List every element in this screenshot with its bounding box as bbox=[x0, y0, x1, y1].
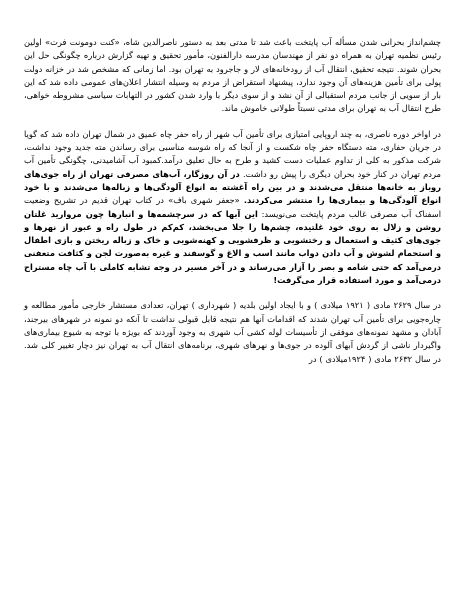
paragraph-1 bbox=[24, 36, 441, 116]
paragraph-2-text-a: در اواخر دوره ناصری، به چند اروپایی امتیازی برای تأمین آب شهر از راه حفر چاه عمیق در شمال تهران داده شد که گویا در جریان حفاری، مته دستگاه حفر چاه شکست و از آنجا که راه شوسه مناسبی برای رساندن مته جدید وجود نداشت، شرکت مذکور به کلی از تداوم عملیات دست کشید و طرح به حال تعلیق درآمد.کمبود آب آشامیدنی، چگونگی تأمین آب مردم تهران در کنار خود بحران دیگری را پیش رو داشت. bbox=[24, 128, 441, 179]
paragraph-1-text: چشم‌انداز بحرانی شدن مسأله آب پایتخت باعث شد تا مدتی بعد به دستور ناصرالدین شاه، «کنت دومونت فرت» اولین رئیس نظمیه تهران به همراه دو نفر از مهندسان مدرسه دارالفنون، مأمور تحقیق و تهیه گزارش درباره چگونگی حل این بحران شوند. نتیجه تحقیق، انتقال آب از رودخانه‌های لار و جاجرود به تهران بود. اما زمانی که مشخص شد در خزانه دولت پولی برای تأمین هزینه‌های آن وجود ندارد، پیشنهاد استقراض از مردم به وسیله انتشار اعلان‌های عمومی داده شد که این بار از سویی از جانب مردم استقبالی از آن نشد و از سوی دیگر با وارد شدن کشور در التهابات سیاسی مشروطه خواهی، طرح انتقال آب به تهران برای مدتی نسبتاً طولانی خاموش ماند. bbox=[24, 37, 441, 114]
paragraph-3 bbox=[24, 299, 441, 365]
paragraph-2-text-b: «جعفر شهری باف» در کتاب تهران قدیم در تشریح وضعیت اسفناک آب مصرفی غالب مردم پایتخت می‌نویسد: bbox=[24, 195, 441, 219]
paragraph-2 bbox=[24, 128, 441, 288]
paragraph-2-bold-quote: این آبها که در سرچشمه‌ها و انبارها چون مروارید غلتان روشن و زلال به روی خود غلتیده، چشم‌ها را جلا می‌بخشد، کم‌کم در طول راه و عبور از نهرها و جوی‌های کثیف و استعمال و رختشویی و ظرفشویی و کهنه‌شویی و خاک و زباله ریختن و بازی اطفال و استحمام لشوش و آب دادن دواب مانند اسب و الاغ و گوسفند و غیره به‌صورت لجن و کثافت متعفنی درمی‌آمد که حتی شامه و بصر را آزار می‌رساند و در آخر مسیر در وجه تشابه کاملی با آب چاه مستراح درمی‌آمد و مورد استفاده قرار می‌گرفت! bbox=[24, 208, 441, 286]
paragraph-2-bold-a: در آن روزگار، آب‌های مصرفی تهران از راه جوی‌های روباز به خانه‌ها منتقل می‌شدند و در بین راه آغشته به انواع آلودگی‌ها و زباله‌ها می‌شدند و با خود انواع آلودگی‌ها و بیماری‌ها را منتشر می‌کردند. bbox=[24, 168, 441, 206]
paragraph-3-text: در سال ۲۶۲۹ مادی ( ۱۹۲۱ میلادی ) و با ایجاد اولین بلدیه ( شهرداری ) تهران، تعدادی مستشار خارجی مأمور مطالعه و چاره‌جویی برای تأمین آب تهران شدند که اقدامات آنها هم نتیجه قابل قبولی نداشت تا آنکه دو نمونه در شهرهای بیرجند، آبادان و مشهد نمونه‌های موفقی از تأسیسات لوله کشی آب شهری به وجود آوردند که بویژه با توجه به شیوع بیماری‌های واگیردار ناشی از گردش آبهای آلوده در جوی‌ها و نهرهای شهری، برنامه‌های انتقال آب به تهران نیز دچار تغییر کلی شد. در سال ۲۶۳۲ مادی ( ۱۹۲۴میلادی ) در bbox=[24, 300, 441, 364]
